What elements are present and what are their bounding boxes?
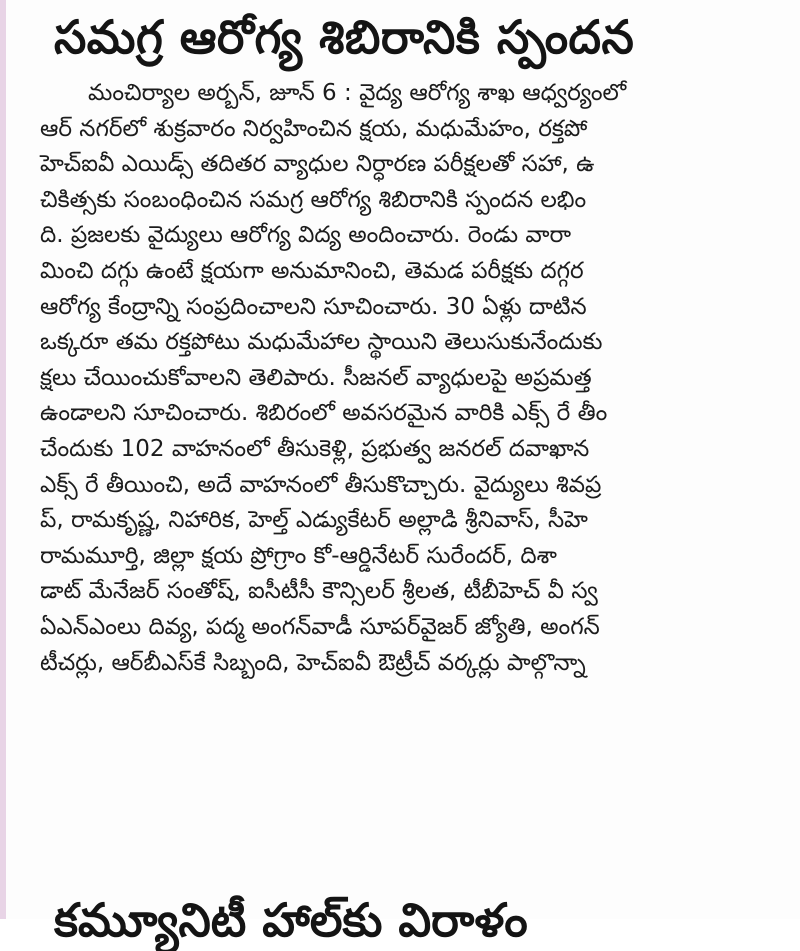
article-line: రామమూర్తి, జిల్లా క్షయ ప్రోగ్రాం కో-ఆర్డినేటర్ సురేందర్, దిశా — [40, 542, 557, 569]
article-line: ఆర్ నగర్‌లో శుక్రవారం నిర్వహించిన క్షయ, మధుమేహం, రక్తపో — [40, 115, 588, 142]
article-line: ఎక్స్ రే తీయించి, అదే వాహనంలో తీసుకొచ్చారు. వైద్యులు శివప్ర — [40, 471, 602, 498]
article-line: ఆరోగ్య కేంద్రాన్ని సంప్రదించాలని సూచించారు. 30 ఏళ్లు దాటిన — [40, 293, 587, 320]
article-line: ఒక్కరూ తమ రక్తపోటు మధుమేహాల స్థాయిని తెలుసుకునేందుకు — [40, 329, 603, 356]
article-line: ది. ప్రజలకు వైద్యులు ఆరోగ్య విద్య అందించారు. రెండు వారా — [40, 222, 572, 249]
article-line: మించి దగ్గు ఉంటే క్షయగా అనుమానించి, తెమడ పరీక్షకు దగ్గర — [40, 257, 584, 284]
column-border — [0, 0, 6, 919]
article-line: హెచ్ఐవీ ఎయిడ్స్ తదితర వ్యాధుల నిర్ధారణ పరీక్షలతో సహా, ఉ — [40, 151, 595, 178]
article-line: ఏఎన్ఎంలు దివ్య, పద్మ అంగన్‌వాడీ సూపర్‌వైజర్ జ్యోతి, అంగన్ — [40, 613, 600, 640]
article-line: డాట్ మేనేజర్ సంతోష్, ఐసీటీసీ కౌన్సిలర్ శ్రీలత, టీబీహెచ్ వీ స్వ — [40, 578, 598, 605]
next-article-headline-cropped — [54, 889, 800, 947]
article-line: క్షలు చేయించుకోవాలని తెలిపారు. సీజనల్ వ్యాధులపై అప్రమత్త — [40, 364, 592, 391]
article-line: ఉండాలని సూచించారు. శిబిరంలో అవసరమైన వారికి ఎక్స్ రే తీం — [40, 400, 608, 427]
article-line: టీచర్లు, ఆర్‌బీఎస్‌కే సిబ్బంది, హెచ్ఐవీ ఔట్రీచ్ వర్కర్లు పాల్గొన్నా — [40, 649, 586, 676]
article-body — [40, 76, 800, 681]
article-line: చేందుకు 102 వాహనంలో తీసుకెళ్లి, ప్రభుత్వ జనరల్ దవాఖాన — [40, 435, 590, 462]
next-article-headline: కమ్యూనిటీ హాల్‌కు విరాళం — [54, 893, 528, 947]
article-line: చికిత్సకు సంబంధించిన సమగ్ర ఆరోగ్య శిబిరానికి స్పందన లభిం — [40, 186, 587, 213]
article-headline: సమగ్ర ఆరోగ్య శిబిరానికి స్పందన — [54, 10, 635, 64]
article-line: మంచిర్యాల అర్బన్, జూన్ 6 : వైద్య ఆరోగ్య శాఖ ఆధ్వర్యంలో — [88, 80, 627, 106]
article-line: ప్, రామకృష్ణ, నిహారిక, హెల్త్ ఎడ్యుకేటర్ అల్లాడి శ్రీనివాస్, సీహె — [40, 507, 588, 534]
